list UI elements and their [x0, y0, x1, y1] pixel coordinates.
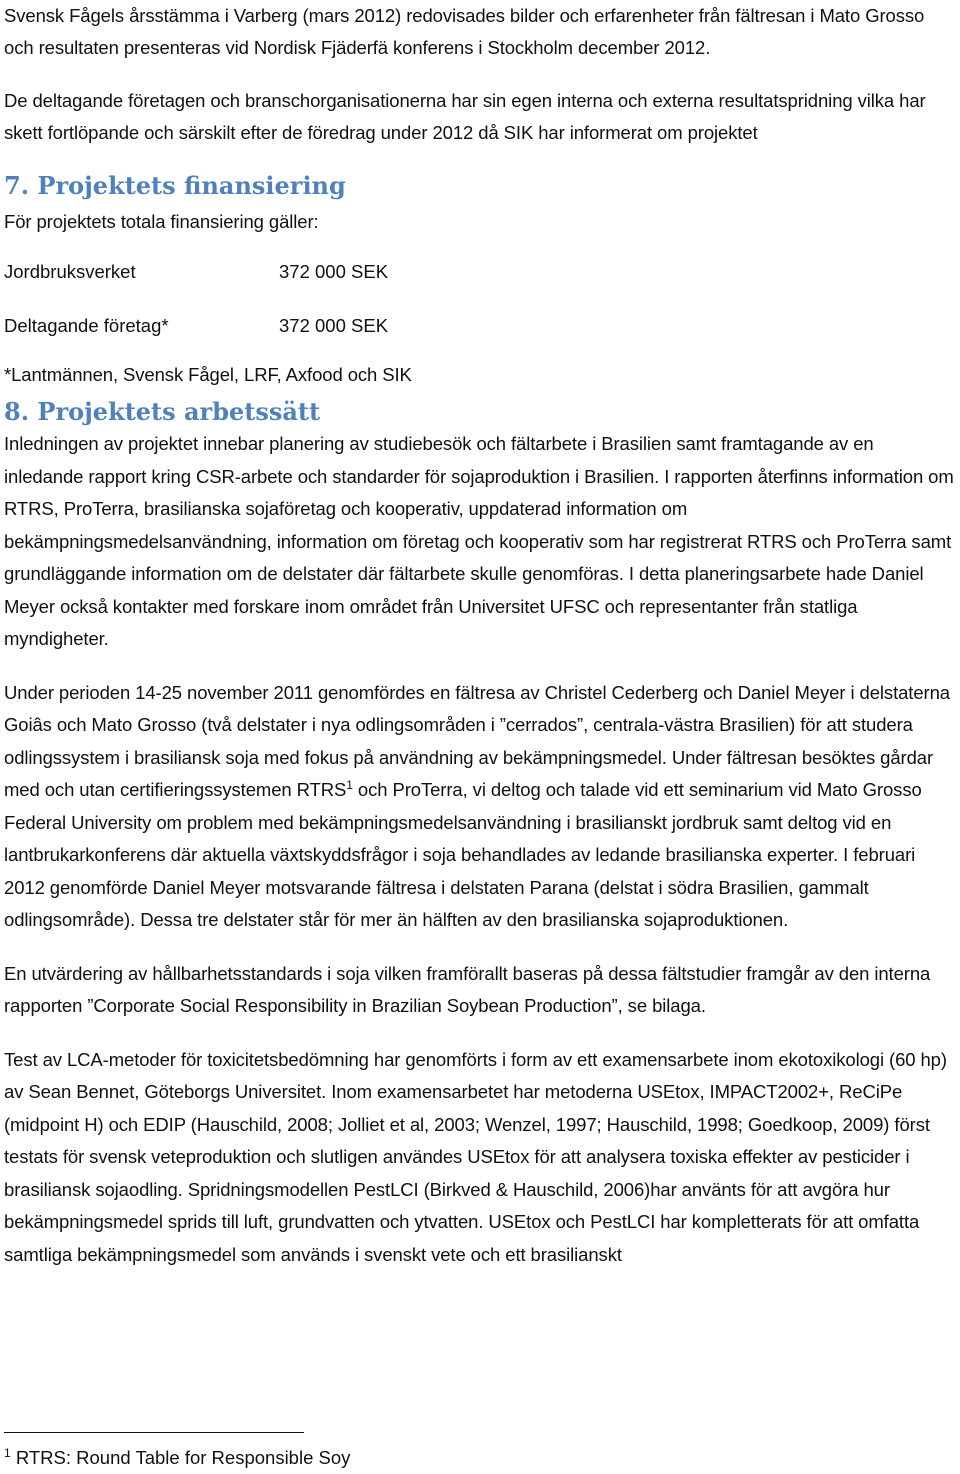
section-8-paragraph-4: Test av LCA-metoder för toxicitetsbedömning har genomförts i form av ett examensarbete inom ekotoxikologi (60 hp) av Sean Bennet, Göteborgs Universitet. Inom examensarbetet har metoderna USEtox, IMPACT2002+, ReCiPe (midpoint H) och EDIP (Hauschild, 2008; Jolliet et al, 2003; Wenzel, 1997; Hauschild, 1998; Goedkoop, 2009) först testats för svensk veteproduktion och slutligen användes USEtox för att analysera toxiska effekter av pesticider i brasiliansk sojaodling. Spridningsmodellen PestLCI (Birkved & Hauschild, 2006)har använts för att avgöra hur bekämpningsmedel sprids till luft, grundvatten och ytvatten. USEtox och PestLCI har kompletterats för att omfatta samtliga bekämpningsmedel som används i svenskt vete och ett brasilianskt: [4, 1048, 947, 1265]
footnote: [4, 1444, 350, 1472]
intro-paragraph-1: Svensk Fågels årsstämma i Varberg (mars 2012) redovisades bilder och erfarenheter från fältresan i Mato Grosso och resultaten presenteras vid Nordisk Fjäderfä konferens i Stockholm december 2012.: [4, 5, 925, 58]
paragraph-2-text-a: Under perioden 14-25 november 2011 genomfördes en fältresa av Christel Cederberg och Daniel Meyer i delstaterna Goiâs och Mato Grosso (två delstater i nya odlingsområden i ”cerrados”, centrala-västra Brasilien) för att studera odlingssystem i brasiliansk soja med fokus på användning av bekämpningsmedel. Under fältresan besöktes gårdar med och utan certifieringssystemen RTRS: [4, 681, 950, 800]
section-8-heading: 8. Projektets arbetssätt: [4, 397, 321, 426]
financing-table: [4, 245, 954, 353]
financing-source: Deltagande företag*: [4, 314, 169, 336]
section-8-paragraph-1: Inledningen av projektet innebar planering av studiebesök och fältarbete i Brasilien samt framtagande av en inledande rapport kring CSR-arbete och standarder för sojaproduktion i Brasilien. I rapporten återfinns information om RTRS, ProTerra, brasilianska sojaföretag och kooperativ, uppdaterad information om bekämpningsmedelsanvändning, information om företag och kooperativ som har registrerat RTRS och ProTerra samt grundläggande information om de delstater där fältarbete skulle genomföras. I detta planeringsarbete hade Daniel Meyer också kontakter med forskare inom området från Universitet UFSC och representanter från statliga myndigheter.: [4, 433, 954, 649]
section-7-lead: För projektets totala finansiering gäller:: [4, 211, 319, 232]
section-8-paragraph-2: [4, 677, 954, 937]
intro-section: [4, 0, 954, 149]
section-8-paragraph-3: En utvärdering av hållbarhetsstandards i soja vilken framförallt baseras på dessa fältstudier framgår av den interna rapporten ”Corporate Social Responsibility in Brazilian Soybean Production”, se bilaga.: [4, 962, 931, 1016]
paragraph-2-text-b: och ProTerra, vi deltog och talade vid ett seminarium vid Mato Grosso Federal University om problem med bekämpningsmedelsanvändning i brasilianskt jordbruk samt deltog vid en lantbrukarkonferens där aktuella växtskyddsfrågor i soja behandlades av ledande brasilianska experter. I februari 2012 genomförde Daniel Meyer motsvarande fältresa i delstaten Parana (delstat i södra Brasilien, gammalt odlingsområde). Dessa tre delstater står för mer än hälften av den brasilianska sojaproduktionen.: [4, 779, 922, 930]
footnote-reference[interactable]: 1: [346, 777, 353, 792]
document-page: [4, 0, 954, 1271]
footnote-mark: 1: [4, 1445, 11, 1460]
financing-source: Jordbruksverket: [4, 260, 136, 282]
financing-amount: 372 000 SEK: [279, 260, 389, 282]
section-7-heading: 7. Projektets finansiering: [4, 171, 346, 200]
financing-footnote: *Lantmännen, Svensk Fågel, LRF, Axfood och SIK: [4, 363, 412, 385]
footnote-divider: [4, 1432, 304, 1433]
intro-paragraph-2: De deltagande företagen och branschorganisationerna har sin egen interna och externa resultatspridning vilka har skett fortlöpande och särskilt efter de föredrag under 2012 då SIK har informerat om projektet: [4, 90, 926, 143]
financing-row: [4, 299, 954, 353]
financing-amount: 372 000 SEK: [279, 314, 389, 336]
footnote-text: RTRS: Round Table for Responsible Soy: [10, 1447, 351, 1468]
financing-row: [4, 245, 954, 299]
